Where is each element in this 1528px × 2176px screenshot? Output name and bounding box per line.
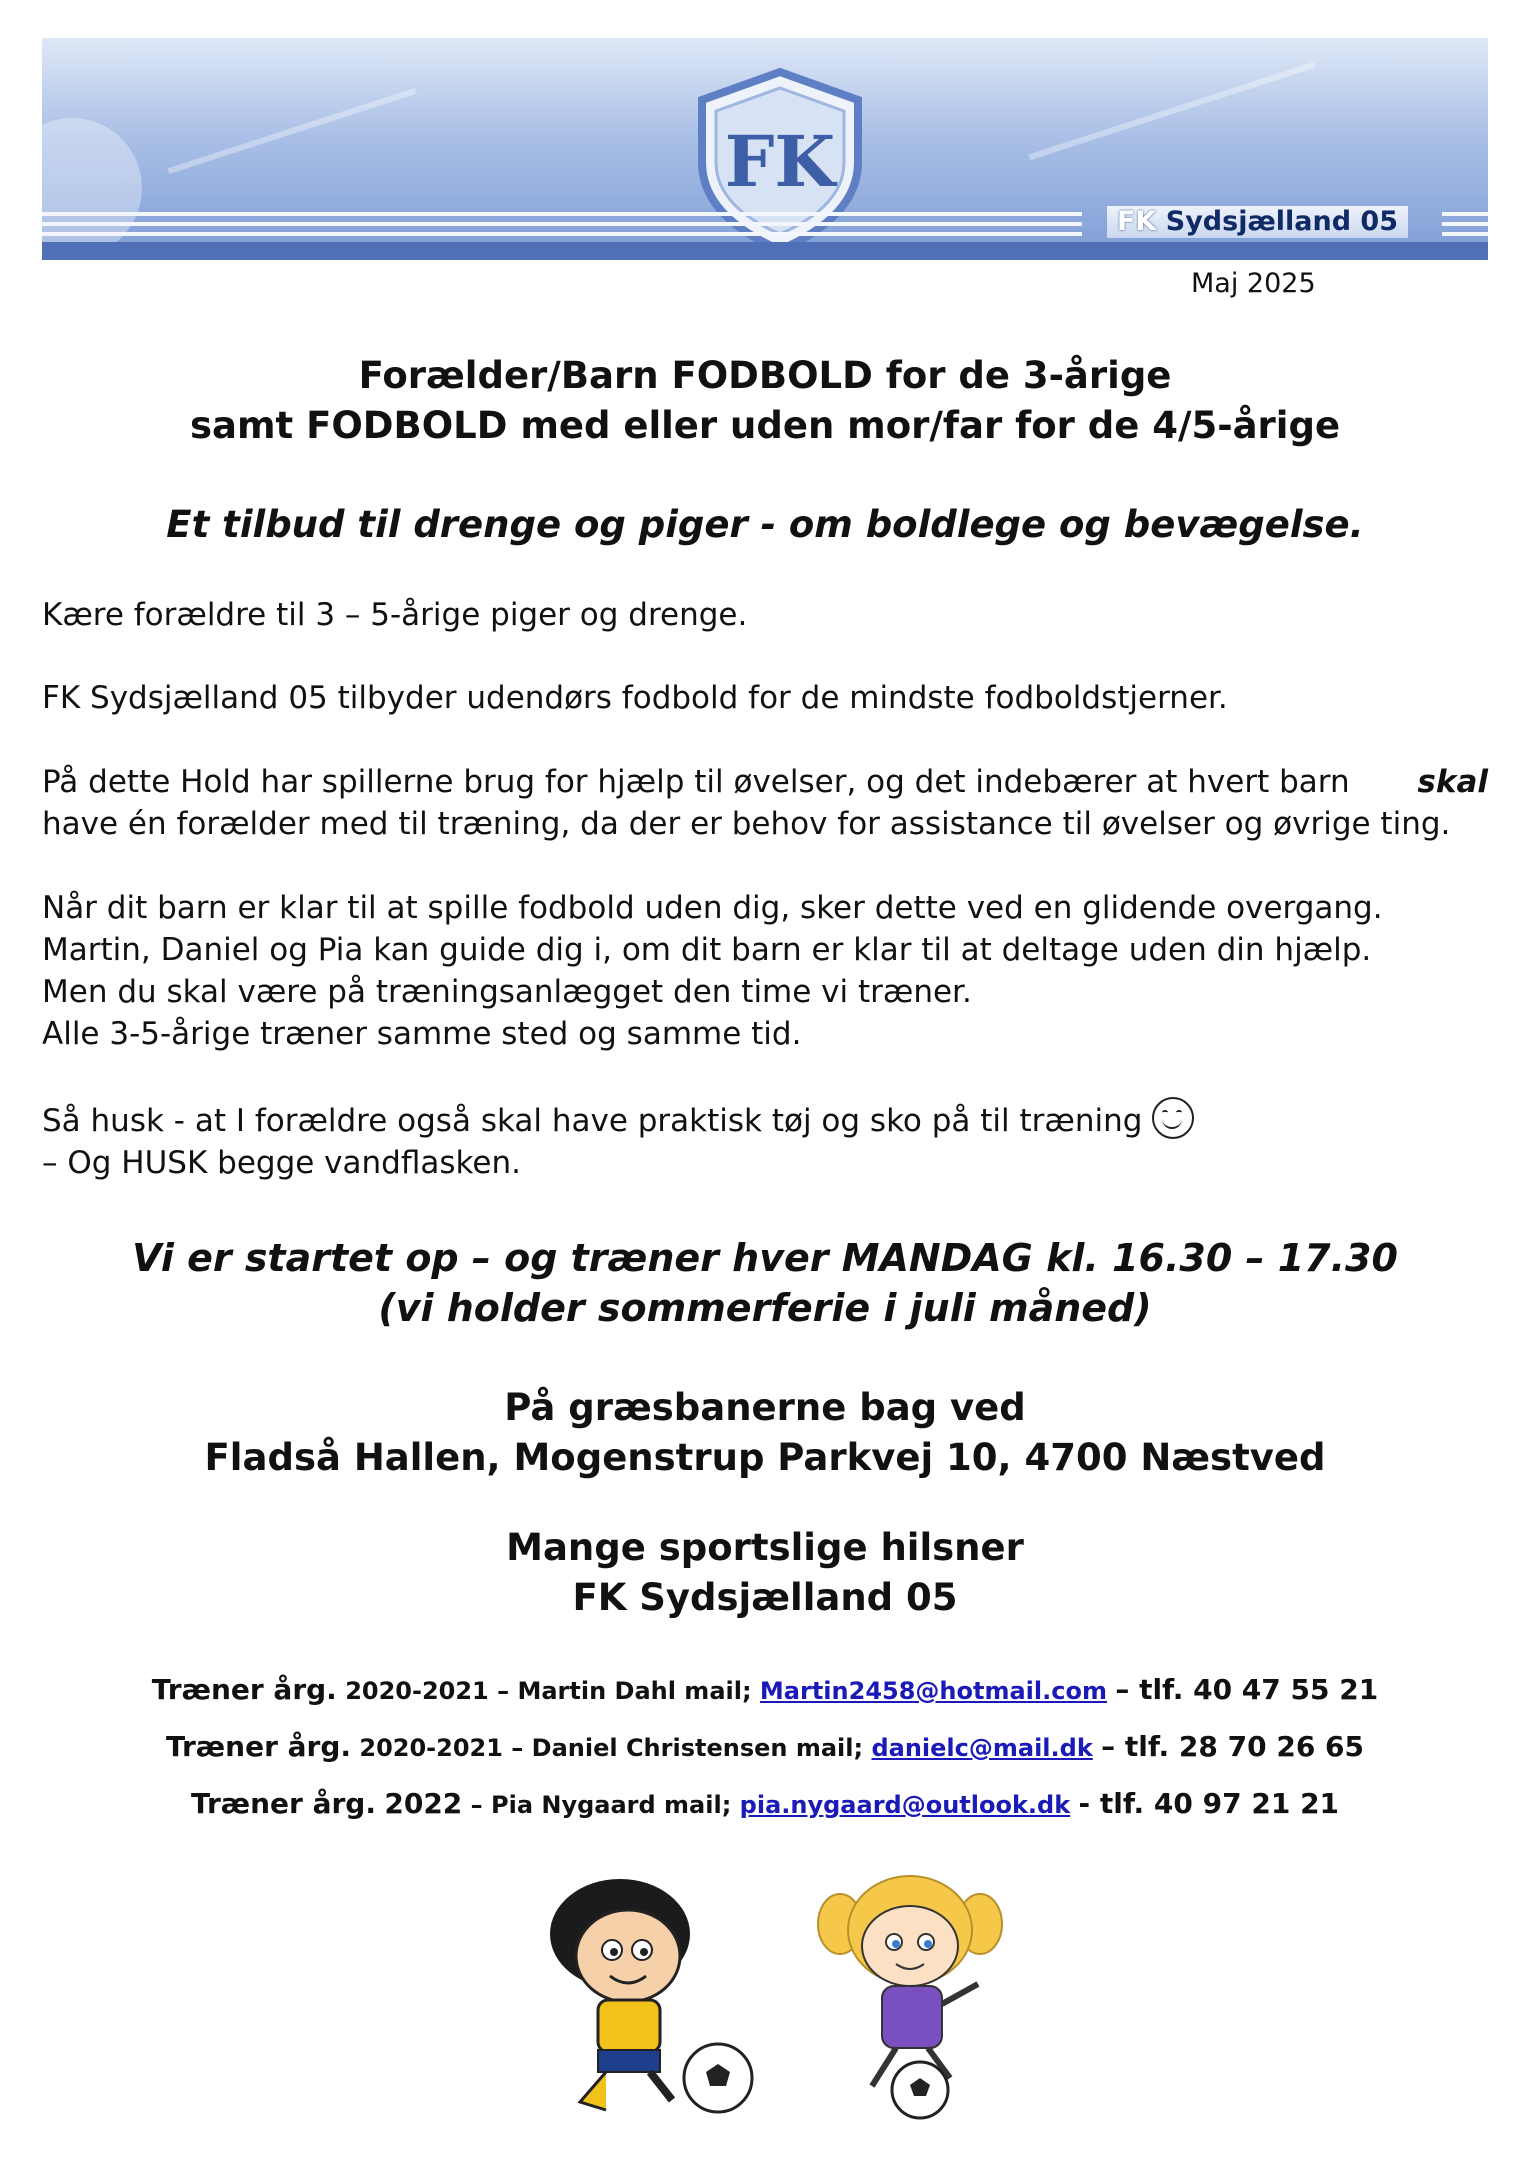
help-paragraph: På dette Hold har spillerne brug for hjælp til øvelser, og det indebærer at hvert barn skal have én forælder med til træning, da der er behov for assistance til øvelser og øvrige ting. [42, 761, 1488, 845]
schedule: Vi er startet op – og træner hver MANDAG kl. 16.30 – 17.30 (vi holder sommerferie i juli måned) [132, 1236, 1398, 1330]
trainer-row: Træner årg. 2020-2021 – Martin Dahl mail; Martin2458@hotmail.com – tlf. 40 47 55 21 [151, 1673, 1379, 1706]
reminder-paragraph: Så husk - at I forældre også skal have praktisk tøj og sko på til træning – Og HUSK begge vandflasken. [42, 1097, 1488, 1184]
smiley-icon [1152, 1097, 1194, 1139]
trainer-list [42, 1662, 1488, 1833]
page-title: Forælder/Barn FODBOLD for de 3-årige samt FODBOLD med eller uden mor/far for de 4/5-årige [189, 354, 1341, 447]
girl-footballer-icon [800, 1864, 1040, 2124]
emphasis-skal: skal [1417, 764, 1488, 800]
trainer-row: Træner årg. 2022 – Pia Nygaard mail; pia.nygaard@outlook.dk - tlf. 40 97 21 21 [190, 1787, 1340, 1820]
closing: Mange sportslige hilsner FK Sydsjælland 05 [506, 1526, 1024, 1619]
boy-footballer-icon [510, 1864, 770, 2124]
transition-paragraph: Når dit barn er klar til at spille fodbold uden dig, sker dette ved en glidende overgang. Martin, Daniel og Pia kan guide dig i, om dit barn er klar til at deltage uden din hjælp. Men du skal være på træningsanlægget den time vi træner. Alle 3-5-årige træner samme sted og samme tid. [42, 890, 1383, 1052]
svg-text:FK: FK [724, 120, 836, 203]
trainer-email-link[interactable]: pia.nygaard@outlook.dk [739, 1791, 1071, 1819]
trainer-email-link[interactable]: Martin2458@hotmail.com [759, 1677, 1107, 1705]
club-brand: FK Sydsjælland 05 [1107, 206, 1408, 238]
trainer-email-link[interactable]: danielc@mail.dk [871, 1734, 1093, 1762]
venue: På græsbanerne bag ved Fladså Hallen, Mogenstrup Parkvej 10, 4700 Næstved [204, 1386, 1326, 1479]
subtitle: Et tilbud til drenge og piger - om boldlege og bevægelse. [166, 503, 1364, 546]
greeting: Kære forældre til 3 – 5-årige piger og drenge. [42, 597, 748, 633]
header-banner [42, 38, 1488, 260]
trainer-row: Træner årg. 2020-2021 – Daniel Christensen mail; danielc@mail.dk – tlf. 28 70 26 65 [165, 1730, 1365, 1763]
document-date: Maj 2025 [1191, 268, 1316, 299]
offer-text: FK Sydsjælland 05 tilbyder udendørs fodbold for de mindste fodboldstjerner. [42, 680, 1228, 716]
